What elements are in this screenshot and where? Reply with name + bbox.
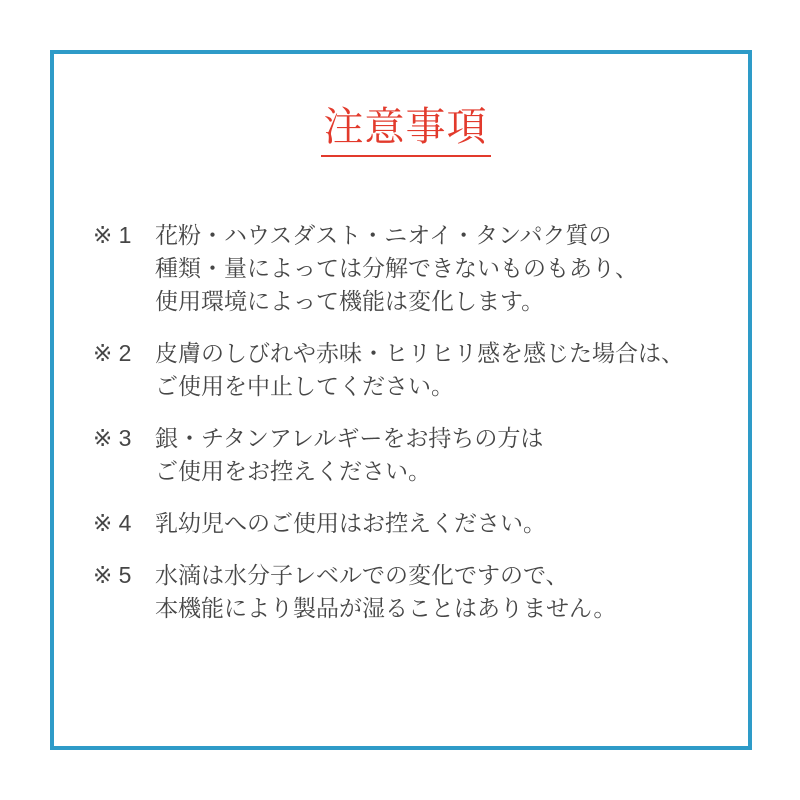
item-marker: ※ 4	[93, 510, 132, 536]
item-text	[155, 219, 718, 318]
item-line: 銀・チタンアレルギーをお持ちの方は	[155, 425, 544, 451]
item-line: 花粉・ハウスダスト・ニオイ・タンパク質の	[155, 222, 612, 248]
page-title-text: 注意事項	[321, 104, 491, 157]
item-marker: ※ 1	[93, 222, 132, 248]
item-marker: ※ 2	[93, 340, 132, 366]
item-text	[155, 337, 718, 403]
item-text	[155, 507, 718, 540]
item-line: 本機能により製品が湿ることはありません。	[155, 595, 617, 621]
item-line: 使用環境によって機能は変化します。	[155, 288, 545, 314]
note-item	[93, 219, 718, 318]
item-line: 種類・量によっては分解できないものもあり、	[155, 255, 638, 281]
note-item	[93, 507, 718, 540]
notes-list	[93, 219, 718, 625]
item-text	[155, 422, 718, 488]
item-line: ご使用をお控えください。	[155, 458, 431, 484]
item-marker: ※ 5	[93, 562, 132, 588]
note-item	[93, 422, 718, 488]
item-line: 水滴は水分子レベルでの変化ですので、	[155, 562, 569, 588]
item-line: ご使用を中止してください。	[155, 373, 454, 399]
item-line: 乳幼児へのご使用はお控えください。	[155, 510, 546, 536]
page-title	[93, 104, 718, 157]
item-text	[155, 559, 718, 625]
notice-panel	[50, 50, 752, 750]
item-marker: ※ 3	[93, 425, 132, 451]
item-line: 皮膚のしびれや赤味・ヒリヒリ感を感じた場合は、	[155, 340, 684, 366]
note-item	[93, 559, 718, 625]
note-item	[93, 337, 718, 403]
